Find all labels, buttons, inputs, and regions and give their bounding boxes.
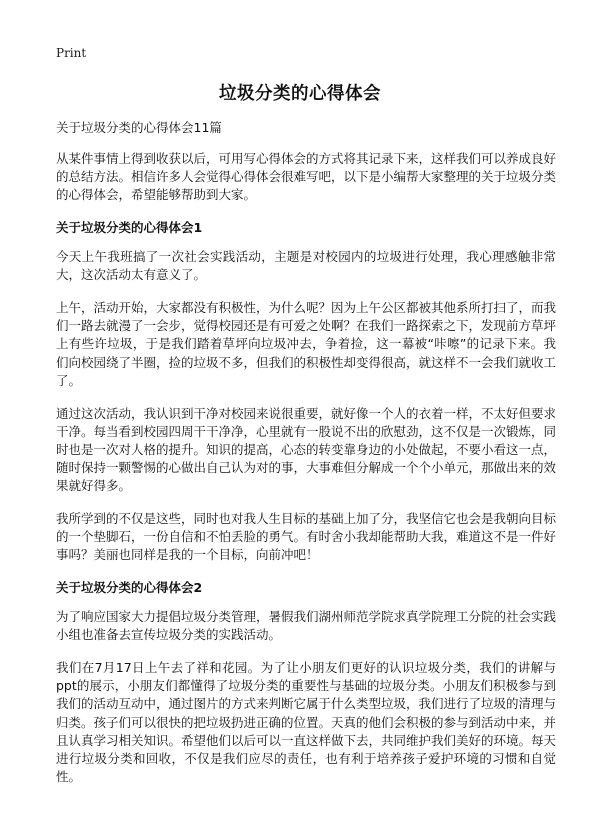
article-body [56, 119, 556, 801]
section-1-paragraph: 我所学到的不仅是这些，同时也对我人生目标的基础上加了分，我坚信它也会是我朝向目标的一个垫脚石，一份自信和不怕丢脸的勇气。有时舍小我却能帮助大我，难道这不是一件好事吗？美丽也同样是我的一个目标，向前冲吧！ [56, 511, 557, 563]
section-1-paragraph: 今天上午我班搞了一次社会实践活动，主题是对校园内的垃圾进行处理，我心理感触非常大，这次活动太有意义了。 [56, 249, 556, 283]
section-heading-1: 关于垃圾分类的心得体会1 [56, 220, 203, 236]
section-1-paragraph: 通过这次活动，我认识到干净对校园来说很重要，就好像一个人的衣着一样，不太好但要求干净。每当看到校园四周干干净净，心里就有一股说不出的欣慰劲，这不仅是一次锻炼，同时也是一次对人格的提升。知识的提高，心态的转变靠身边的小处做起，不要小看这一点，随时保持一颗警惕的心做出自己认为对的事，大事难但分解成一个个小单元，那做出来的效果就好得多。 [56, 405, 557, 494]
section-2-paragraph: 为了响应国家大力提倡垃圾分类管理，暑假我们湖州师范学院求真学院理工分院的社会实践小组也准备去宣传垃圾分类的实践活动。 [56, 609, 557, 643]
intro-paragraph: 从某件事情上得到收获以后，可用写心得体会的方式将其记录下来，这样我们可以养成良好的总结方法。相信许多人会觉得心得体会很难写吧，以下是小编帮大家整理的关于垃圾分类的心得体会，希望能够帮助到大家。 [56, 151, 557, 203]
section-1-paragraph: 上午，活动开始，大家都没有积极性，为什么呢？因为上午公区都被其他系所打扫了，而我们一路去就漫了一会步，觉得校园还是有可爱之处啊？在我们一路探索之下，发现前方草坪上有些许垃圾，于是我们踏着草坪向垃圾冲去，争着捡，这一幕被“咔嚓”的记录下来。我们向校园绕了半圈，捡的垃圾不多，但我们的积极性却变得很高，就这样不一会我们就收工了。 [56, 300, 557, 388]
section-heading-2: 关于垃圾分类的心得体会2 [56, 580, 203, 596]
section-2-paragraph: 我们在7月17日上午去了祥和花园。为了让小朋友们更好的认识垃圾分类，我们的讲解与ppt的展示，小朋友们都懂得了垃圾分类的重要性与基础的垃圾分类。小朋友们积极参与到我们的活动互动中，通过图片的方式来判断它属于什么类型垃圾，我们进行了垃圾的清理与归类。孩子们可以很快的把垃圾扔进正确的位置。天真的他们会积极的参与到活动中来，并且认真学习相关知识。希望他们以后可以一直这样做下去，共同维护我们美好的环境。每天进行垃圾分类和回收，不仅是我们应尽的责任，也有利于培养孩子爱护环境的习惯和自觉性。 [56, 660, 557, 785]
article-subtitle: 关于垃圾分类的心得体会11篇 [56, 120, 222, 135]
page-title: 垃圾分类的心得体会 [219, 84, 381, 104]
print-link[interactable]: Print [56, 46, 87, 60]
